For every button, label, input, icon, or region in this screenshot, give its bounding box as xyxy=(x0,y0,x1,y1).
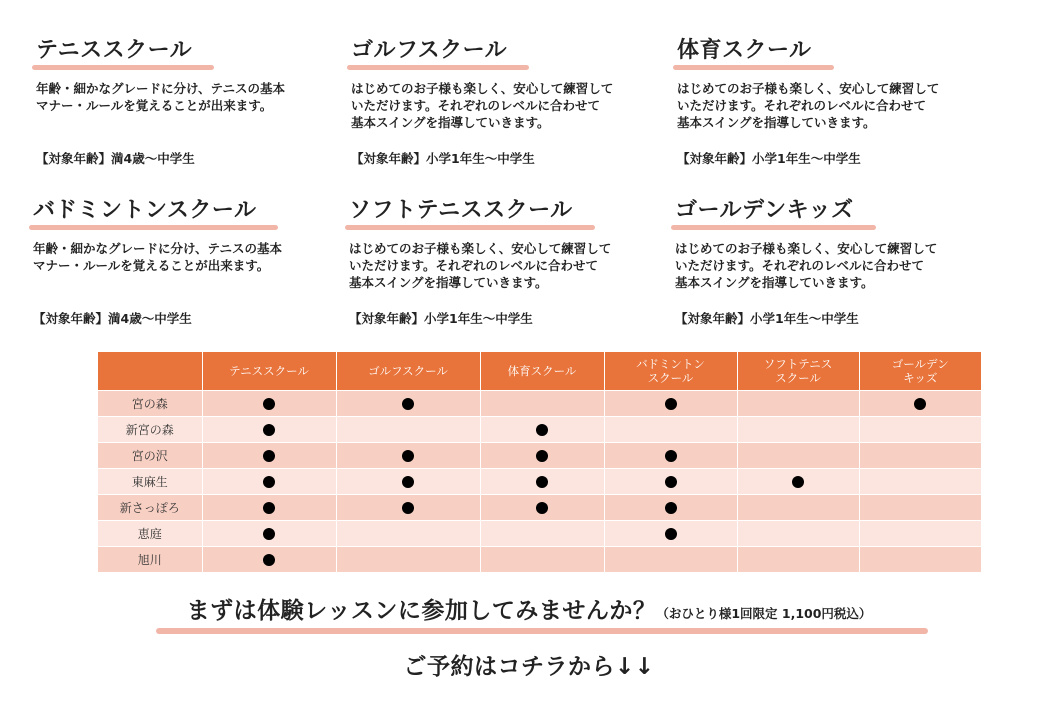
available-dot-icon xyxy=(665,450,677,462)
table-row xyxy=(98,391,981,417)
course-description: 年齢・細かなグレードに分け、テニスの基本 マナー・ルールを覚えることが出来ます。 xyxy=(33,241,283,273)
available-dot-icon xyxy=(263,476,275,488)
available-dot-icon xyxy=(536,450,548,462)
course-title xyxy=(33,193,260,230)
course-title xyxy=(349,193,577,230)
available-dot-icon xyxy=(665,528,677,540)
availability-cell xyxy=(480,547,604,573)
course-target-age: 【対象年齢】小学1年生～中学生 xyxy=(675,311,859,326)
availability-cell xyxy=(336,547,480,573)
course-block xyxy=(349,193,649,327)
availability-cell xyxy=(202,391,336,417)
availability-cell xyxy=(737,443,859,469)
availability-cell xyxy=(480,469,604,495)
availability-cell xyxy=(859,391,981,417)
availability-cell xyxy=(737,495,859,521)
available-dot-icon xyxy=(263,450,275,462)
course-title-text: テニススクール xyxy=(36,38,193,63)
table-row xyxy=(98,495,981,521)
available-dot-icon xyxy=(263,528,275,540)
available-dot-icon xyxy=(263,502,275,514)
availability-cell xyxy=(336,495,480,521)
availability-cell xyxy=(737,417,859,443)
availability-cell xyxy=(604,417,737,443)
available-dot-icon xyxy=(536,424,548,436)
availability-cell xyxy=(336,391,480,417)
availability-cell xyxy=(859,521,981,547)
course-description: はじめてのお子様も楽しく、安心して練習して いただけます。それぞれのレベルに合わせて 基本スイングを指導していきます。 xyxy=(351,81,614,130)
course-description: 年齢・細かなグレードに分け、テニスの基本 マナー・ルールを覚えることが出来ます。 xyxy=(36,81,286,113)
availability-cell xyxy=(859,495,981,521)
available-dot-icon xyxy=(402,398,414,410)
course-block xyxy=(677,33,977,167)
table-row xyxy=(98,521,981,547)
course-target-age: 【対象年齢】満4歳～中学生 xyxy=(36,151,195,166)
available-dot-icon xyxy=(536,502,548,514)
availability-cell xyxy=(859,417,981,443)
availability-cell xyxy=(202,495,336,521)
available-dot-icon xyxy=(402,450,414,462)
availability-cell xyxy=(202,417,336,443)
course-title xyxy=(677,33,816,70)
schedule-table xyxy=(98,352,981,572)
course-target-age: 【対象年齢】小学1年生～中学生 xyxy=(677,151,861,166)
availability-cell xyxy=(336,417,480,443)
availability-cell xyxy=(604,495,737,521)
title-underline xyxy=(673,65,834,70)
location-cell: 新宮の森 xyxy=(98,417,202,443)
availability-cell xyxy=(480,391,604,417)
availability-cell xyxy=(859,469,981,495)
available-dot-icon xyxy=(914,398,926,410)
trial-cta xyxy=(0,592,1058,625)
availability-cell xyxy=(336,443,480,469)
course-title xyxy=(351,33,511,70)
available-dot-icon xyxy=(402,476,414,488)
available-dot-icon xyxy=(665,398,677,410)
availability-cell xyxy=(737,521,859,547)
available-dot-icon xyxy=(263,554,275,566)
available-dot-icon xyxy=(402,502,414,514)
availability-cell xyxy=(604,521,737,547)
course-title-text: ソフトテニススクール xyxy=(349,198,573,223)
available-dot-icon xyxy=(536,476,548,488)
course-description: はじめてのお子様も楽しく、安心して練習して いただけます。それぞれのレベルに合わせて 基本スイングを指導していきます。 xyxy=(675,241,938,290)
availability-cell xyxy=(604,547,737,573)
table-row xyxy=(98,469,981,495)
availability-cell xyxy=(202,521,336,547)
column-header: ゴルフスクール xyxy=(336,352,480,391)
table-row xyxy=(98,443,981,469)
trial-cta-text: まずは体験レッスンに参加してみませんか？ xyxy=(186,598,657,624)
availability-cell xyxy=(480,521,604,547)
course-block xyxy=(675,193,975,327)
availability-cell xyxy=(859,547,981,573)
title-underline xyxy=(671,225,876,230)
course-target-age: 【対象年齢】満4歳～中学生 xyxy=(33,311,192,326)
column-header: バドミントン スクール xyxy=(604,352,737,391)
title-underline xyxy=(32,65,214,70)
course-description: はじめてのお子様も楽しく、安心して練習して いただけます。それぞれのレベルに合わせて 基本スイングを指導していきます。 xyxy=(677,81,940,130)
availability-cell xyxy=(480,443,604,469)
course-title-text: ゴールデンキッズ xyxy=(675,198,854,223)
table-body xyxy=(98,391,981,573)
availability-cell xyxy=(604,469,737,495)
column-header: 体育スクール xyxy=(480,352,604,391)
availability-cell xyxy=(604,391,737,417)
title-underline xyxy=(29,225,278,230)
course-title-text: 体育スクール xyxy=(677,38,812,63)
available-dot-icon xyxy=(665,502,677,514)
availability-cell xyxy=(859,443,981,469)
availability-cell xyxy=(737,391,859,417)
table-row xyxy=(98,417,981,443)
course-title-text: バドミントンスクール xyxy=(33,198,257,223)
availability-cell xyxy=(737,547,859,573)
location-cell: 旭川 xyxy=(98,547,202,573)
course-target-age: 【対象年齢】小学1年生～中学生 xyxy=(351,151,535,166)
availability-cell xyxy=(480,417,604,443)
column-header: ソフトテニス スクール xyxy=(737,352,859,391)
course-title-text: ゴルフスクール xyxy=(351,38,508,63)
title-underline xyxy=(347,65,529,70)
availability-cell xyxy=(737,469,859,495)
availability-cell xyxy=(336,469,480,495)
course-target-age: 【対象年齢】小学1年生～中学生 xyxy=(349,311,533,326)
location-cell: 恵庭 xyxy=(98,521,202,547)
course-title xyxy=(675,193,858,230)
header-corner-cell xyxy=(98,352,202,391)
column-header: ゴールデン キッズ xyxy=(859,352,981,391)
trial-cta-note: （おひとり様1回限定 1,100円税込） xyxy=(656,606,872,621)
available-dot-icon xyxy=(263,424,275,436)
table-header-row xyxy=(98,352,981,391)
location-cell: 新さっぽろ xyxy=(98,495,202,521)
course-block xyxy=(33,193,333,327)
course-title xyxy=(36,33,196,70)
available-dot-icon xyxy=(792,476,804,488)
availability-cell xyxy=(202,547,336,573)
available-dot-icon xyxy=(263,398,275,410)
location-cell: 東麻生 xyxy=(98,469,202,495)
course-block xyxy=(36,33,336,167)
reserve-link[interactable]: ご予約はコチラから↓↓ xyxy=(403,654,655,680)
availability-cell xyxy=(202,469,336,495)
cta-underline xyxy=(156,628,928,634)
column-header: テニススクール xyxy=(202,352,336,391)
course-description: はじめてのお子様も楽しく、安心して練習して いただけます。それぞれのレベルに合わせて 基本スイングを指導していきます。 xyxy=(349,241,612,290)
table-row xyxy=(98,547,981,573)
location-cell: 宮の沢 xyxy=(98,443,202,469)
availability-cell xyxy=(480,495,604,521)
availability-cell xyxy=(202,443,336,469)
available-dot-icon xyxy=(665,476,677,488)
location-cell: 宮の森 xyxy=(98,391,202,417)
availability-cell xyxy=(336,521,480,547)
title-underline xyxy=(345,225,595,230)
course-block xyxy=(351,33,651,167)
availability-cell xyxy=(604,443,737,469)
